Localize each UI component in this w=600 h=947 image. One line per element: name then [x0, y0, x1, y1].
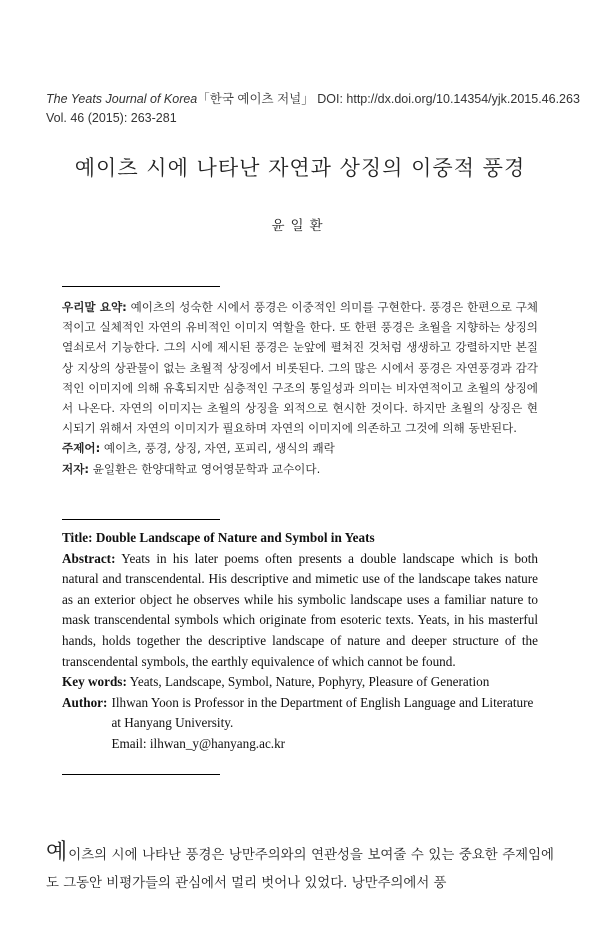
- english-author-note: [62, 693, 538, 755]
- korean-abstract-text: 예이츠의 성숙한 시에서 풍경은 이중적인 의미를 구현한다. 풍경은 한편으로 구체적이고 실체적인 자연의 유비적인 이미지 역할을 한다. 또 한편 풍경은 초월을 지향하는 상징의 열쇠로서 기능한다. 그의 시에 제시된 풍경은 눈앞에 펼쳐진 것처럼 생생하고 강렬하지만 본질상 지상의 상관물이 없는 초월적 상징에서 비롯된다. 그의 많은 시에서 풍경은 자연풍경과 감각적인 이미지에 의해 유혹되지만 심층적인 구조의 통일성과 의미는 비자연적이고 초월의 상징에서 나온다. 자연의 이미지는 초월의 상징을 외적으로 현시한 것이다. 하지만 초월의 상징은 현시되기 위해서 자연의 이미지가 필요하며 자연의 이미지에 의존하고 그것에 의해 동반된다.: [62, 300, 538, 436]
- drop-cap: 예: [46, 840, 68, 865]
- journal-korean-name: 「한국 예이츠 저널」: [197, 92, 314, 106]
- journal-name: The Yeats Journal of Korea: [46, 92, 198, 106]
- body-paragraph: [46, 842, 554, 898]
- divider-rule: [62, 519, 220, 520]
- korean-author-text: 윤일환은 한양대학교 영어영문학과 교수이다.: [89, 461, 321, 476]
- korean-keywords-text: 예이츠, 풍경, 상징, 자연, 포피리, 생식의 쾌락: [100, 441, 335, 456]
- korean-keywords-label: 주제어:: [62, 441, 101, 456]
- english-author-lines: [111, 693, 538, 755]
- doi-link[interactable]: DOI: http://dx.doi.org/10.14354/yjk.2015.46.263: [317, 92, 580, 106]
- volume-info: Vol. 46 (2015): 263-281: [46, 111, 177, 125]
- paper-title-korean: 예이츠 시에 나타난 자연과 상징의 이중적 풍경: [74, 156, 526, 180]
- english-abstract-body: [62, 549, 538, 673]
- author-name-korean: 윤일환: [271, 218, 329, 234]
- korean-abstract: [62, 297, 538, 479]
- english-abstract-label: Abstract:: [62, 550, 116, 566]
- body-paragraph-text: 이츠의 시에 나타난 풍경은 낭만주의와의 연관성을 보여줄 수 있는 중요한 주제임에도 그동안 비평가들의 관심에서 멀리 벗어나 있었다. 낭만주의에서 풍: [46, 848, 554, 891]
- english-abstract-text: Yeats in his later poems often presents a double landscape which is both natural and transcendental. His descriptive and mimetic use of the landscape takes nature as an exterior object he observes while his symbolic landscape uses a familiar nature to mask transcendental symbols which originate from esoteric texts. Yeats, in his masterful hands, holds together the descriptive landscape of nature and deeper structure of the transcendental symbols, the earthly equivalence of which cannot be found.: [62, 550, 538, 669]
- english-keywords: [62, 672, 538, 693]
- korean-abstract-body: [62, 297, 538, 438]
- journal-header: [46, 90, 580, 128]
- english-author-label: Author:: [62, 694, 108, 710]
- body-text: [46, 842, 554, 898]
- english-abstract: [62, 528, 538, 755]
- english-title: Title: Double Landscape of Nature and Symbol in Yeats: [62, 530, 375, 545]
- english-author-line2: at Hanyang University.: [111, 715, 234, 731]
- english-author-line1: Ilhwan Yoon is Professor in the Department of English Language and Literature: [111, 694, 534, 710]
- divider-rule: [62, 286, 220, 287]
- korean-abstract-label: 우리말 요약:: [62, 300, 127, 314]
- journal-citation-line: [46, 90, 580, 109]
- english-keywords-label: Key words:: [62, 674, 127, 690]
- korean-keywords: [62, 438, 538, 458]
- divider-rule: [62, 774, 220, 775]
- korean-author-note: [62, 459, 538, 479]
- english-keywords-text: Yeats, Landscape, Symbol, Nature, Pophyry, Pleasure of Generation: [126, 674, 490, 690]
- korean-author-label: 저자:: [62, 461, 90, 476]
- english-author-email[interactable]: Email: ilhwan_y@hanyang.ac.kr: [111, 735, 286, 751]
